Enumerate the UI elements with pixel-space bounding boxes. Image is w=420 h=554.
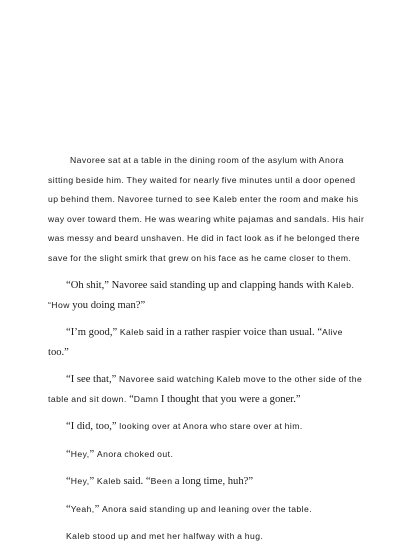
narration: Damn [133,393,161,404]
narration: Kaleb [119,327,147,337]
dialogue: “I’m good,” [66,327,120,338]
story-text [48,150,366,554]
dialogue: “I see that,” [66,374,119,385]
narration: Hey, [70,448,90,459]
paragraph-4 [48,369,366,408]
paragraph-1 [48,150,366,267]
paragraph-7 [48,471,366,491]
dialogue: you doing man?” [72,299,146,311]
narration: looking over at Anora who stare over at him. [119,421,303,431]
narration: Hey, [70,476,90,486]
narration: Kaleb stood up and met her halfway with a hug. [66,531,264,541]
narration: Alive [322,327,343,337]
dialogue: “ [66,448,71,460]
dialogue: Navoree said standing up and clapping hands with [111,280,325,291]
dialogue: ” [94,503,102,515]
paragraph-5 [48,416,366,436]
dialogue: “Oh shit,” [66,280,112,291]
narration: Navoree said watching Kaleb move to the other side of the table and sit down. [48,374,363,404]
narration: Anora said standing up and leaning over the table. [101,503,313,514]
dialogue: “I did, too,” [66,421,120,432]
narration: Yeah, [70,503,95,514]
dialogue: said in a rather raspier voice than usual. “ [146,327,323,338]
narration: “How [48,299,73,310]
narration: Been [150,476,175,486]
dialogue: “ [66,503,71,515]
paragraph-2 [48,275,366,314]
paragraph-3 [48,322,366,361]
dialogue: said. “ [123,476,151,487]
narration: Anora choked out. [96,448,174,459]
dialogue: I thought that you were a goner.” [160,393,301,405]
dialogue: ” [89,476,97,487]
narration: Kaleb [96,476,124,486]
dialogue: a long time, huh?” [174,476,254,487]
dialogue: ” [89,448,97,460]
paragraph-6 [48,444,366,464]
paragraph-8 [48,499,366,519]
dialogue: too.” [48,346,69,358]
dialogue: “ [66,476,71,487]
narration: Kaleb. [324,280,355,290]
dialogue: “ [129,393,134,405]
paragraph-9 [48,526,366,546]
narration: Navoree sat at a table in the dining room of the asylum with Anora sitting beside him. They waited for nearly five minutes until a door opened up behind them. Navoree turned to see Kaleb enter the room and make his way over toward them. He was wearing white pajamas and sandals. His hair was messy and beard unshaven. He did in fact look as if he belonged there save for the slight smirk that grew on his face as he came closer to them. [48,155,365,263]
